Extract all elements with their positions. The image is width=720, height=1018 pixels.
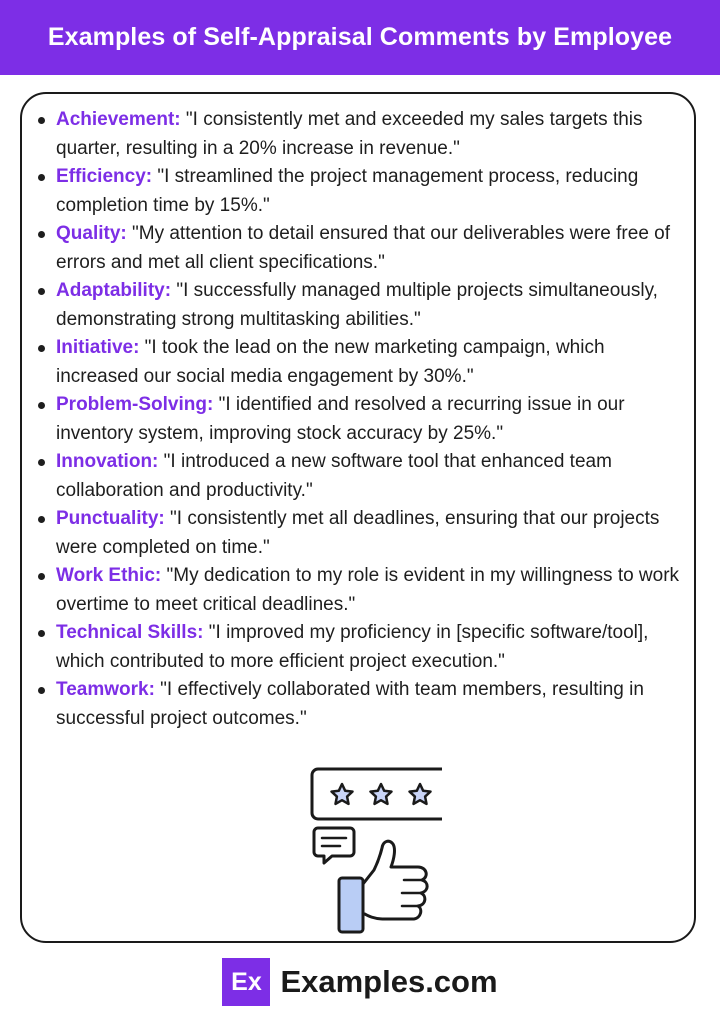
- item-label: Problem-Solving:: [56, 394, 214, 415]
- list-item-adaptability: [36, 277, 686, 334]
- item-label: Initiative:: [56, 337, 140, 358]
- item-text: "I effectively collaborated with team members, resulting in successful project outcomes.": [56, 679, 644, 729]
- item-label: Punctuality:: [56, 508, 165, 529]
- list-item-initiative: [36, 334, 686, 391]
- item-label: Efficiency:: [56, 166, 153, 187]
- content-card: [20, 92, 696, 943]
- item-text: "I improved my proficiency in [specific software/tool], which contributed to more efficient project execution.": [56, 622, 649, 672]
- item-text: "I streamlined the project management process, reducing completion time by 15%.": [56, 166, 639, 216]
- item-text: "I successfully managed multiple projects simultaneously, demonstrating strong multitasking abilities.": [56, 280, 658, 330]
- comments-list: [36, 106, 686, 733]
- brand-name: Examples.com: [280, 964, 498, 999]
- header-banner: [0, 0, 720, 75]
- item-label: Adaptability:: [56, 280, 172, 301]
- list-item-achievement: [36, 106, 686, 163]
- item-text: "I took the lead on the new marketing campaign, which increased our social media engagement by 30%.": [56, 337, 605, 387]
- list-item-quality: [36, 220, 686, 277]
- item-text: "I consistently met all deadlines, ensuring that our projects were completed on time.": [56, 508, 660, 558]
- item-label: Quality:: [56, 223, 127, 244]
- list-item-innovation: [36, 448, 686, 505]
- item-text: "I introduced a new software tool that enhanced team collaboration and productivity.": [56, 451, 612, 501]
- item-label: Teamwork:: [56, 679, 155, 700]
- item-text: "I identified and resolved a recurring issue in our inventory system, improving stock accuracy by 25%.": [56, 394, 625, 444]
- chat-bubble-icon: [314, 828, 354, 863]
- item-label: Technical Skills:: [56, 622, 204, 643]
- page-title: Examples of Self-Appraisal Comments by Employee: [47, 23, 673, 51]
- item-text: "My attention to detail ensured that our deliverables were free of errors and met all client specifications.": [56, 223, 671, 273]
- list-item-problem-solving: [36, 391, 686, 448]
- footer-brand: [0, 957, 720, 1007]
- logo-badge: Ex: [222, 958, 270, 1006]
- item-label: Work Ethic:: [56, 565, 162, 586]
- item-text: "I consistently met and exceeded my sales targets this quarter, resulting in a 20% increase in revenue.": [56, 109, 643, 159]
- item-label: Innovation:: [56, 451, 159, 472]
- rating-illustration: [292, 766, 442, 936]
- list-item-work-ethic: [36, 562, 686, 619]
- item-label: Achievement:: [56, 109, 181, 130]
- list-item-teamwork: [36, 676, 686, 733]
- item-text: "My dedication to my role is evident in my willingness to work overtime to meet critical deadlines.": [56, 565, 680, 615]
- list-item-technical-skills: [36, 619, 686, 676]
- list-item-punctuality: [36, 505, 686, 562]
- list-item-efficiency: [36, 163, 686, 220]
